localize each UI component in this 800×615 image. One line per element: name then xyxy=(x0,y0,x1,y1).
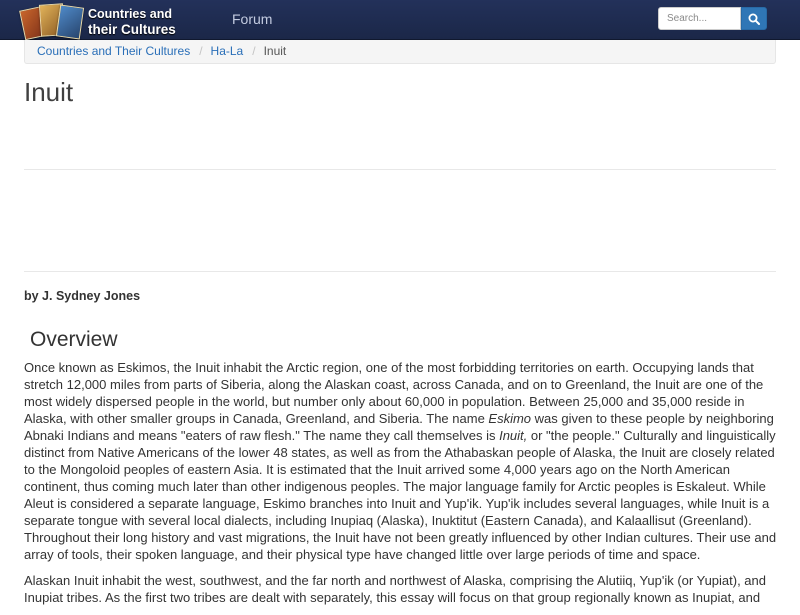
nav-forum-link[interactable]: Forum xyxy=(232,11,273,27)
breadcrumb-item-ha-la[interactable]: Ha-La xyxy=(210,44,244,58)
divider xyxy=(24,271,776,272)
breadcrumb-separator: / xyxy=(199,44,203,58)
article-paragraph: Once known as Eskimos, the Inuit inhabit the Arctic region, one of the most forbidding territories on earth. Occupying lands that stretch 12,000 miles from parts of Siberia, along the Alaskan coast, across Canada, and on to Greenland, the Inuit are one of the most widely dispersed people in the world, but number only about 60,000 in population. Between 25,000 and 35,000 reside in Alaska, with other smaller groups in Canada, Greenland, and Siberia. The name Eskimo was given to these people by neighboring Abnaki Indians and means "eaters of raw flesh." The name they call themselves is Inuit, or "the people." Culturally and linguistically distinct from Native Americans of the lower 48 states, as well as from the Athabaskan people of Alaska, the Inuit are closely related to the Mongoloid peoples of eastern Asia. It is estimated that the Inuit arrived some 4,000 years ago on the North American continent, thus coming much later than other indigenous peoples. The major language family for Arctic peoples is Eskaleut. While Aleut is considered a separate language, Eskimo branches into Inuit and Yup'ik. Yup'ik includes several languages, while Inuit is a separate tongue with several local dialects, including Inupiaq (Alaska), Inuktitut (Eastern Canada), and Kalaallisut (Greenland). Throughout their long history and vast migrations, the Inuit have not been greatly influenced by other Indian cultures. Their use and array of tools, their spoken language, and their physical type have changed little over large periods of time and space. xyxy=(24,360,777,562)
breadcrumb xyxy=(24,40,776,64)
breadcrumb-item-countries[interactable]: Countries and Their Cultures xyxy=(37,44,191,58)
logo-image xyxy=(22,2,84,42)
breadcrumb-item-current: Inuit xyxy=(263,44,287,58)
article-body xyxy=(24,359,778,615)
author-byline: by J. Sydney Jones xyxy=(24,289,141,303)
breadcrumb-separator: / xyxy=(252,44,256,58)
article-paragraph: Alaskan Inuit inhabit the west, southwest, and the far north and northwest of Alaska, comprising the Alutiiq, Yup'ik (or Yupiat), and Inupiat tribes. As the first two tribes are dealt with separately, this essay will focus on that group regionally known as Inupiat, and xyxy=(24,573,766,605)
search-icon xyxy=(748,13,760,25)
search-button[interactable] xyxy=(741,7,767,30)
logo-line2: their Cultures xyxy=(88,22,176,37)
logo-text xyxy=(88,7,176,37)
top-navbar xyxy=(0,0,800,40)
divider xyxy=(24,169,776,170)
site-logo[interactable] xyxy=(22,2,190,42)
page-title: Inuit xyxy=(24,77,74,107)
section-title-overview: Overview xyxy=(30,328,118,351)
logo-line1: Countries and xyxy=(88,7,173,21)
search-input[interactable] xyxy=(658,7,741,30)
